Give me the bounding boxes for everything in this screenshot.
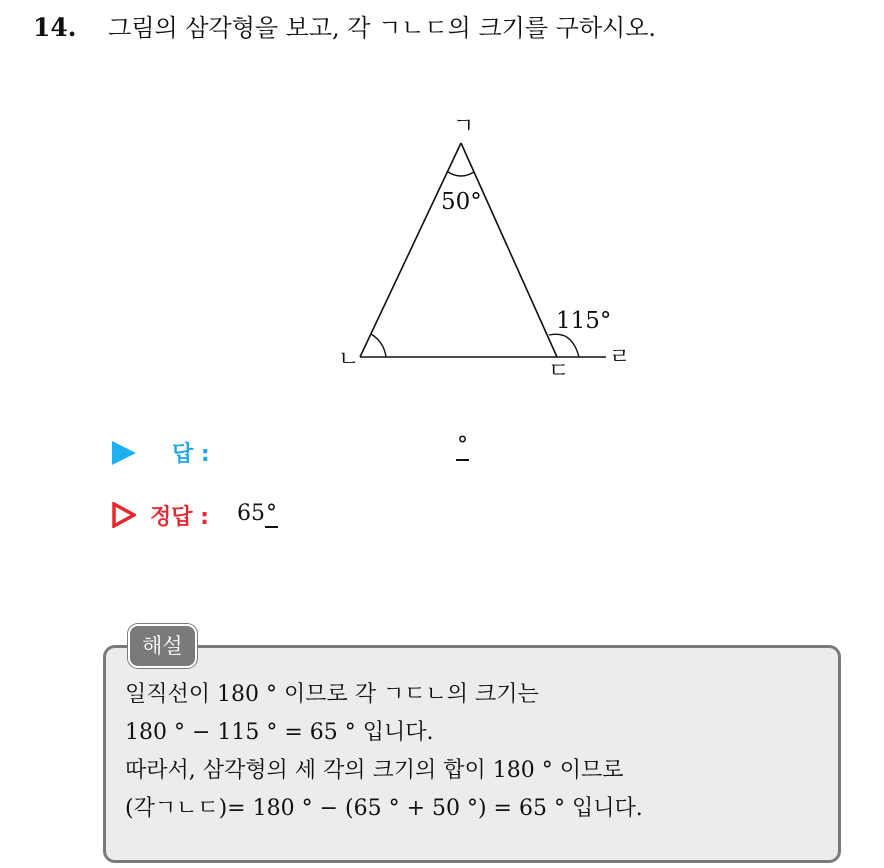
explanation-tag: 해설 (128, 624, 197, 668)
vertex-label-top: ㄱ (453, 114, 475, 139)
vertex-label-right: ㄷ (548, 359, 570, 384)
explanation-line: 180 ° − 115 ° = 65 ° 입니다. (125, 720, 434, 745)
explanation-line: 따라서, 삼각형의 세 각의 크기의 합이 180 ° 이므로 (125, 758, 624, 783)
explanation-line: (각ㄱㄴㄷ)= 180 ° − (65 ° + 50 °) = 65 ° 입니다. (125, 796, 643, 821)
correct-answer-row (112, 500, 612, 534)
question-text: 그림의 삼각형을 보고, 각 ㄱㄴㄷ의 크기를 구하시오. (108, 14, 657, 42)
angle-arc-left (371, 334, 386, 357)
answer-label: 답 : (172, 442, 210, 467)
play-arrow-icon (112, 441, 136, 465)
answer-unit: ° (456, 433, 469, 461)
correct-answer-label: 정답 : (150, 505, 209, 530)
correct-answer-unit: ° (266, 501, 277, 526)
angle-label-exterior: 115° (556, 308, 612, 334)
correct-answer-number: 65 (237, 501, 265, 526)
angle-label-top: 50° (441, 189, 482, 215)
side-top-right (461, 143, 557, 357)
angle-arc-top (448, 172, 474, 176)
correct-answer-value (237, 501, 278, 526)
side-top-left (360, 143, 461, 357)
extension-label: ㄹ (609, 345, 631, 370)
answer-row (112, 433, 612, 471)
angle-arc-exterior (549, 334, 579, 357)
explanation-line: 일직선이 180 ° 이므로 각 ㄱㄷㄴ의 크기는 (125, 682, 539, 707)
outline-arrow-icon (112, 502, 136, 528)
question-number: 14. (33, 13, 77, 42)
vertex-label-left: ㄴ (338, 347, 360, 372)
triangle-figure (0, 0, 884, 400)
explanation-text (125, 676, 643, 828)
